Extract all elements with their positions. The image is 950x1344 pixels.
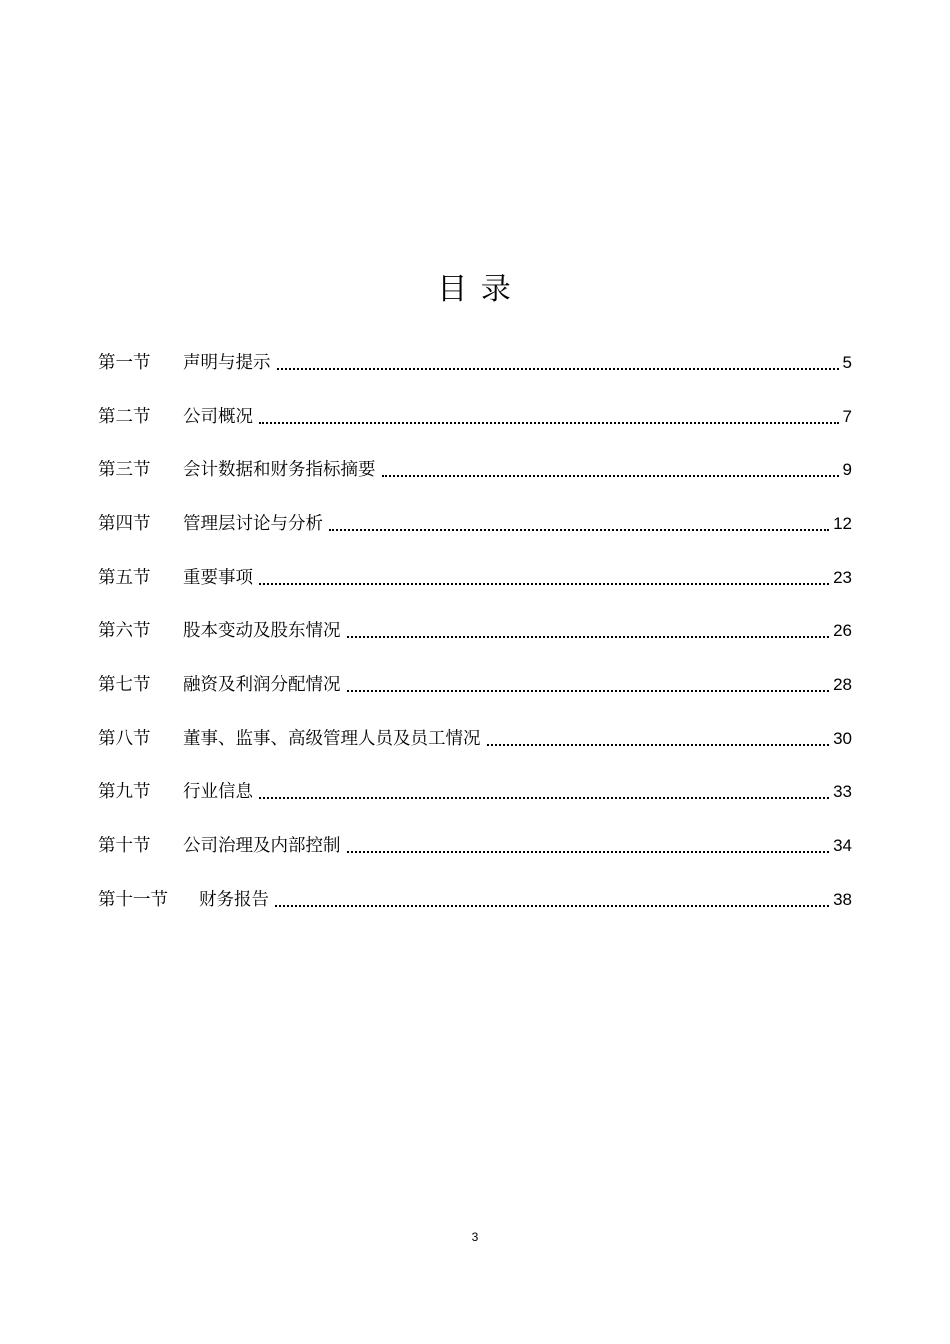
toc-page-number: 38	[833, 889, 852, 909]
toc-dot-leader	[347, 851, 830, 853]
toc-entry-2[interactable]	[98, 390, 852, 444]
toc-entry-label	[98, 781, 253, 803]
toc-entry-label	[98, 728, 481, 750]
toc-title: 目 录	[437, 272, 513, 307]
toc-section-number: 第九节	[98, 782, 151, 803]
toc-entry-3[interactable]	[98, 443, 852, 497]
toc-section-title: 公司概况	[183, 406, 253, 427]
toc-section-title: 股本变动及股东情况	[183, 621, 341, 642]
toc-entry-label	[98, 620, 341, 642]
toc-dot-leader	[275, 905, 829, 907]
toc-section-number: 第四节	[98, 513, 151, 534]
toc-section-title: 董事、监事、高级管理人员及员工情况	[183, 728, 481, 749]
toc-entry-label	[98, 835, 341, 857]
toc-entry-label	[98, 352, 271, 374]
toc-dot-leader	[329, 529, 829, 531]
toc-page-number: 30	[833, 728, 852, 748]
toc-entry-label	[98, 889, 269, 911]
toc-section-number: 第六节	[98, 621, 151, 642]
toc-section-title: 声明与提示	[183, 352, 271, 373]
toc-entry-label	[98, 406, 253, 428]
toc-section-number: 第八节	[98, 728, 151, 749]
toc-entry-6[interactable]	[98, 604, 852, 658]
toc-entry-10[interactable]	[98, 819, 852, 873]
toc-section-title: 财务报告	[199, 889, 269, 910]
toc-dot-leader	[347, 636, 830, 638]
toc-page-number: 23	[833, 567, 852, 587]
toc-dot-leader	[259, 422, 839, 424]
toc-section-title: 公司治理及内部控制	[183, 836, 341, 857]
toc-entry-label	[98, 674, 341, 696]
toc-entry-label	[98, 513, 323, 535]
toc-page-number: 5	[842, 352, 852, 372]
toc-page-number: 26	[833, 621, 852, 641]
toc-section-number: 第二节	[98, 406, 151, 427]
toc-dot-leader	[347, 690, 830, 692]
toc-entry-5[interactable]	[98, 551, 852, 605]
toc-section-number: 第三节	[98, 460, 151, 481]
toc-entry-9[interactable]	[98, 766, 852, 820]
page-footer-number: 3	[471, 1230, 479, 1244]
toc-entry-8[interactable]	[98, 712, 852, 766]
toc-page-number: 28	[833, 674, 852, 694]
toc-entry-1[interactable]	[98, 336, 852, 390]
toc-entry-4[interactable]	[98, 497, 852, 551]
toc-section-number: 第一节	[98, 352, 151, 373]
toc-section-title: 行业信息	[183, 782, 253, 803]
toc-page-number: 9	[842, 460, 852, 480]
toc-page-number: 34	[833, 836, 852, 856]
toc-dot-leader	[259, 583, 829, 585]
toc-page-number: 12	[833, 513, 852, 533]
toc-section-title: 融资及利润分配情况	[183, 674, 341, 695]
toc-entry-11[interactable]	[98, 873, 852, 927]
toc-section-title: 重要事项	[183, 567, 253, 588]
toc-dot-leader	[382, 475, 839, 477]
toc-dot-leader	[277, 368, 839, 370]
toc-entry-label	[98, 459, 376, 481]
toc-dot-leader	[487, 744, 830, 746]
toc-section-number: 第十节	[98, 836, 151, 857]
toc-entry-label	[98, 567, 253, 589]
toc-entry-7[interactable]	[98, 658, 852, 712]
toc-section-number: 第七节	[98, 674, 151, 695]
toc-section-title: 管理层讨论与分析	[183, 513, 323, 534]
toc-section-title: 会计数据和财务指标摘要	[183, 460, 376, 481]
toc-dot-leader	[259, 797, 829, 799]
toc-section-number: 第十一节	[98, 889, 168, 910]
toc-page-number: 33	[833, 782, 852, 802]
table-of-contents	[98, 336, 852, 927]
toc-section-number: 第五节	[98, 567, 151, 588]
toc-page-number: 7	[842, 406, 852, 426]
